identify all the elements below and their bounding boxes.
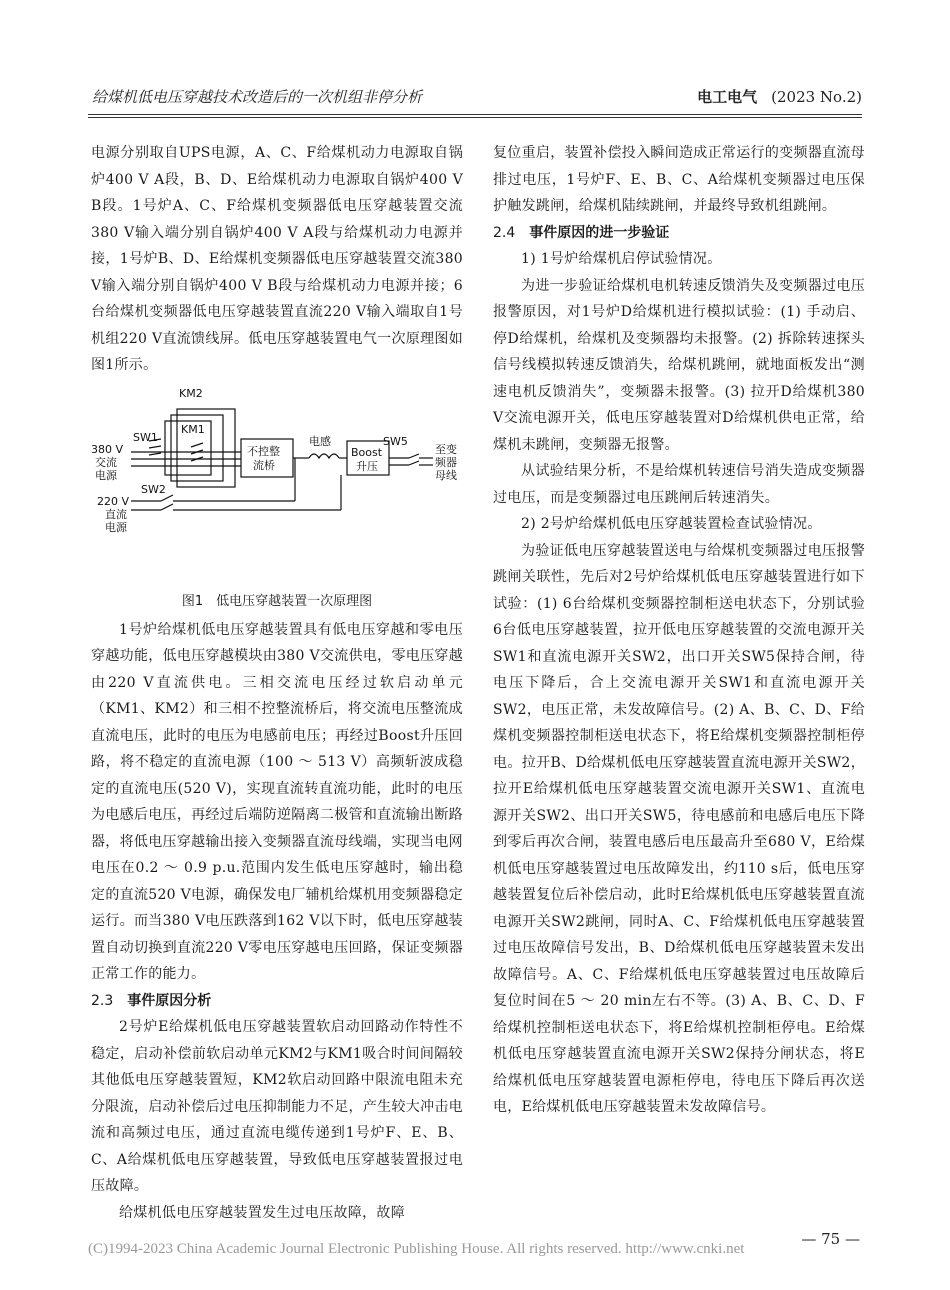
header-rule	[88, 114, 862, 115]
paragraph: 为进一步验证给煤机电机转速反馈消失及变频器过电压报警原因，对1号炉D给煤机进行模拟试验：(1) 手动启、停D给煤机，给煤机及变频器均未报警。(2) 拆除转速探头信号线模拟转速反馈消失，给煤机跳闸，就地面板发出“测速电机反馈消失”，变频器未报警。(3) 拉开D给煤机380 V交流电源开关，低电压穿越装置对D给煤机供电正常，给煤机未跳闸，变频器无报警。	[493, 277, 865, 453]
section-title: 事件原因的进一步验证	[529, 224, 670, 241]
figure-1	[91, 381, 463, 591]
copyright-watermark: (C)1994-2023 China Academic Journal Electronic Publishing House. All rights reserved. http://www.cnki.net	[88, 1241, 745, 1257]
paragraph: 2) 2号炉给煤机低电压穿越装置检查试验情况。	[521, 516, 822, 532]
figure-caption: 图1 低电压穿越装置一次原理图	[181, 593, 373, 609]
paragraph: 从试验结果分析，不是给煤机转速信号消失造成变频器过电压，而是变频器过电压跳闸后转速消失。	[493, 463, 865, 506]
label-output-2: 频器	[435, 455, 457, 469]
label-dc-source: 电源	[105, 520, 127, 534]
label-km1: KM1	[181, 422, 205, 436]
label-sw1: SW1	[133, 430, 158, 444]
journal-issue: (2023 No.2)	[771, 88, 862, 106]
label-rectifier-2: 流桥	[253, 458, 275, 472]
journal-info	[697, 86, 862, 107]
running-title: 给煤机低电压穿越技术改造后的一次机组非停分析	[92, 88, 423, 106]
label-boost-2: 升压	[356, 459, 378, 473]
section-number: 2.4	[493, 224, 516, 241]
label-sw5: SW5	[383, 434, 408, 448]
header-rule-thin	[88, 117, 862, 118]
paragraph: 复位重启，装置补偿投入瞬间造成正常运行的变频器直流母排过电压，1号炉F、E、B、C、A给煤机变频器过电压保护触发跳闸，给煤机陆续跳闸，并最终导致机组跳闸。	[493, 145, 865, 214]
label-boost: Boost	[351, 445, 383, 459]
label-ac-source: 电源	[95, 468, 117, 482]
paragraph: 1号炉给煤机低电压穿越装置具有低电压穿越和零电压穿越功能，低电压穿越模块由380 V交流供电，零电压穿越由220 V直流供电。三相交流电压经过软启动单元（KM1、KM2）和三相不控整流桥后，将交流电压整流成直流电压，此时的电压为电感前电压；再经过Boost升压回路，将不稳定的直流电源（100 ～ 513 V）高频斩波成稳定的直流电压(520 V)，实现直流转直流功能，此时的电压为电感后电压，再经过后端防逆隔离二极管和直流输出断路器，将低电压穿越输出接入变频器直流母线端，实现当电网电压在0.2 ～ 0.9 p.u.范围内发生低电压穿越时，输出稳定的直流520 V电源，确保发电厂辅机给煤机用变频器稳定运行。而当380 V电压跌落到162 V以下时，低电压穿越装置自动切换到直流220 V零电压穿越电压回路，保证变频器正常工作的能力。	[91, 621, 463, 982]
circuit-diagram	[91, 381, 463, 591]
section-title: 事件原因分析	[127, 992, 212, 1009]
paragraph: 2号炉E给煤机低电压穿越装置软启动回路动作特性不稳定，启动补偿前软启动单元KM2与KM1吸合时间间隔较其他低电压穿越装置短，KM2软启动回路中限流电阻未充分限流，启动补偿后过电压抑制能力不足，产生较大冲击电流和高频过电压，通过直流电缆传递到1号炉F、E、B、C、A给煤机低电压穿越装置，导致低电压穿越装置报过电压故障。	[91, 1019, 463, 1194]
paragraph: 为验证低电压穿越装置送电与给煤机变频器过电压报警跳闸关联性，先后对2号炉给煤机低电压穿越装置进行如下试验：(1) 6台给煤机变频器控制柜送电状态下，分别试验6台低电压穿越装置，拉开低电压穿越装置的交流电源开关SW1和直流电源开关SW2，出口开关SW5保持合闸，待电压下降后，合上交流电源开关SW1和直流电源开关SW2，电压正常，未发故障信号。(2) A、B、C、D、F给煤机变频器控制柜送电状态下，将E给煤机变频器控制柜停电。拉开B、D给煤机低电压穿越装置直流电源开关SW2，拉开E给煤机低电压穿越装置交流电源开关SW1、直流电源开关SW2、出口开关SW5，待电感前和电感后电压下降到零后再次合闸，装置电感后电压最高升至680 V，E给煤机低电压穿越装置过电压故障发出，约110 s后，低电压穿越装置复位后补偿启动，此时E给煤机低电压穿越装置直流电源开关SW2跳闸，同时A、C、F给煤机低电压穿越装置过电压故障信号发出，B、D给煤机低电压穿越装置未发出故障信号。A、C、F给煤机低电压穿越装置过电压故障后复位时间在5 ～ 20 min左右不等。(3) A、B、C、D、F给煤机控制柜送电状态下，将E给煤机控制柜停电。E给煤机低电压穿越装置直流电源开关SW2保持分闸状态，将E给煤机低电压穿越装置电源柜停电，待电压下降后再次送电，E给煤机低电压穿越装置未发故障信号。	[493, 542, 865, 1115]
label-dc-type: 直流	[105, 507, 127, 521]
section-heading-2-3	[91, 988, 463, 1015]
label-sw2: SW2	[141, 482, 166, 496]
journal-name: 电工电气	[697, 88, 758, 106]
label-dc-voltage: 220 V	[97, 494, 130, 508]
label-ac-voltage: 380 V	[91, 442, 124, 456]
paragraph: 电源分别取自UPS电源，A、C、F给煤机动力电源取自锅炉400 V A段，B、D、E给煤机动力电源取自锅炉400 V B段。1号炉A、C、F给煤机变频器低电压穿越装置交流380 V输入端分别自锅炉400 V A段与给煤机动力电源并接，1号炉B、D、E给煤机变频器低电压穿越装置交流380 V输入端分别自锅炉400 V B段与给煤机动力电源并接；6台给煤机变频器低电压穿越装置直流220 V输入端取自1号机组220 V直流馈线屏。低电压穿越装置电气一次原理图如图1所示。	[91, 145, 463, 373]
label-ac-type: 交流	[95, 455, 117, 469]
left-column	[91, 140, 463, 1226]
label-output-3: 母线	[435, 468, 457, 482]
page-number: — 75 —	[801, 1230, 860, 1248]
paragraph: 1) 1号炉给煤机启停试验情况。	[521, 251, 722, 267]
section-number: 2.3	[91, 992, 114, 1009]
right-column	[493, 140, 865, 1121]
label-inductor: 电感	[309, 434, 331, 448]
label-output-1: 至变	[435, 442, 457, 456]
label-rectifier-1: 不控整	[247, 444, 280, 458]
label-km2: KM2	[179, 386, 203, 400]
section-heading-2-4	[493, 220, 865, 247]
paragraph: 给煤机低电压穿越装置发生过电压故障，故障	[119, 1204, 405, 1221]
